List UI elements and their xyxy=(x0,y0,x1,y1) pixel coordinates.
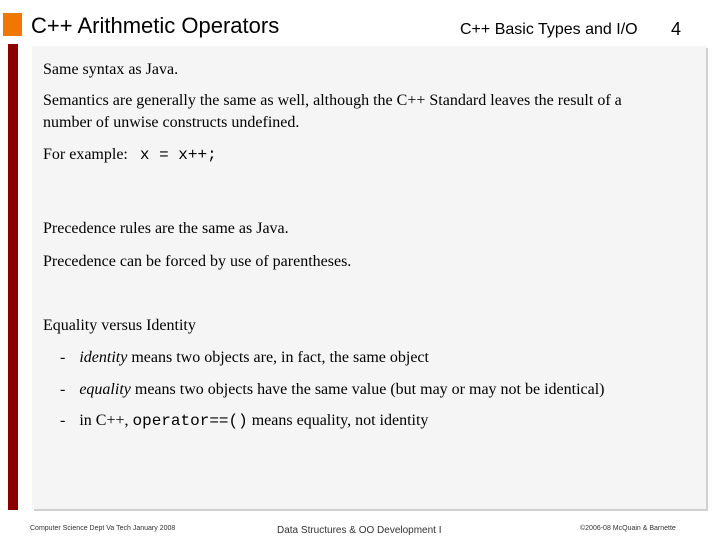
bullet-text: means equality, not identity xyxy=(251,412,429,429)
term-equality: equality xyxy=(79,381,131,398)
paragraph-semantics-line-2: number of unwise constructs undefined. xyxy=(43,114,300,131)
bullet-operator xyxy=(60,410,428,432)
paragraph-syntax: Same syntax as Java. xyxy=(43,61,179,78)
paragraph-example xyxy=(43,144,217,166)
left-accent-bar xyxy=(8,44,18,510)
bullet-marker: - xyxy=(60,412,66,429)
bullet-marker: - xyxy=(60,381,66,398)
paragraph-equality-vs-identity: Equality versus Identity xyxy=(43,317,196,334)
bullet-equality xyxy=(60,379,605,401)
bullet-text: means two objects have the same value (but may or may not be identical) xyxy=(134,381,605,398)
title-accent-square xyxy=(3,13,22,36)
section-title: C++ Basic Types and I/O xyxy=(460,21,638,38)
operator-code: operator==() xyxy=(132,412,248,430)
slide-title: C++ Arithmetic Operators xyxy=(31,13,280,38)
page-number: 4 xyxy=(671,19,682,39)
footer-center: Data Structures & OO Development I xyxy=(277,525,442,536)
paragraph-semantics-line-1: Semantics are generally the same as well, although the C++ Standard leaves the result of a xyxy=(43,92,622,109)
bullet-text: means two objects are, in fact, the same object xyxy=(131,349,429,366)
term-identity: identity xyxy=(79,349,128,366)
footer-right: ©2006-08 McQuain & Barnette xyxy=(580,525,676,532)
bullet-identity xyxy=(60,347,429,369)
bullet-prefix: in C++, xyxy=(79,412,129,429)
bullet-marker: - xyxy=(60,349,66,366)
example-code: x = x++; xyxy=(139,146,217,164)
example-label: For example: xyxy=(43,146,128,163)
paragraph-precedence-parentheses: Precedence can be forced by use of parentheses. xyxy=(43,253,352,270)
paragraph-precedence-rules: Precedence rules are the same as Java. xyxy=(43,220,289,237)
footer-left: Computer Science Dept Va Tech January 2008 xyxy=(30,525,176,532)
